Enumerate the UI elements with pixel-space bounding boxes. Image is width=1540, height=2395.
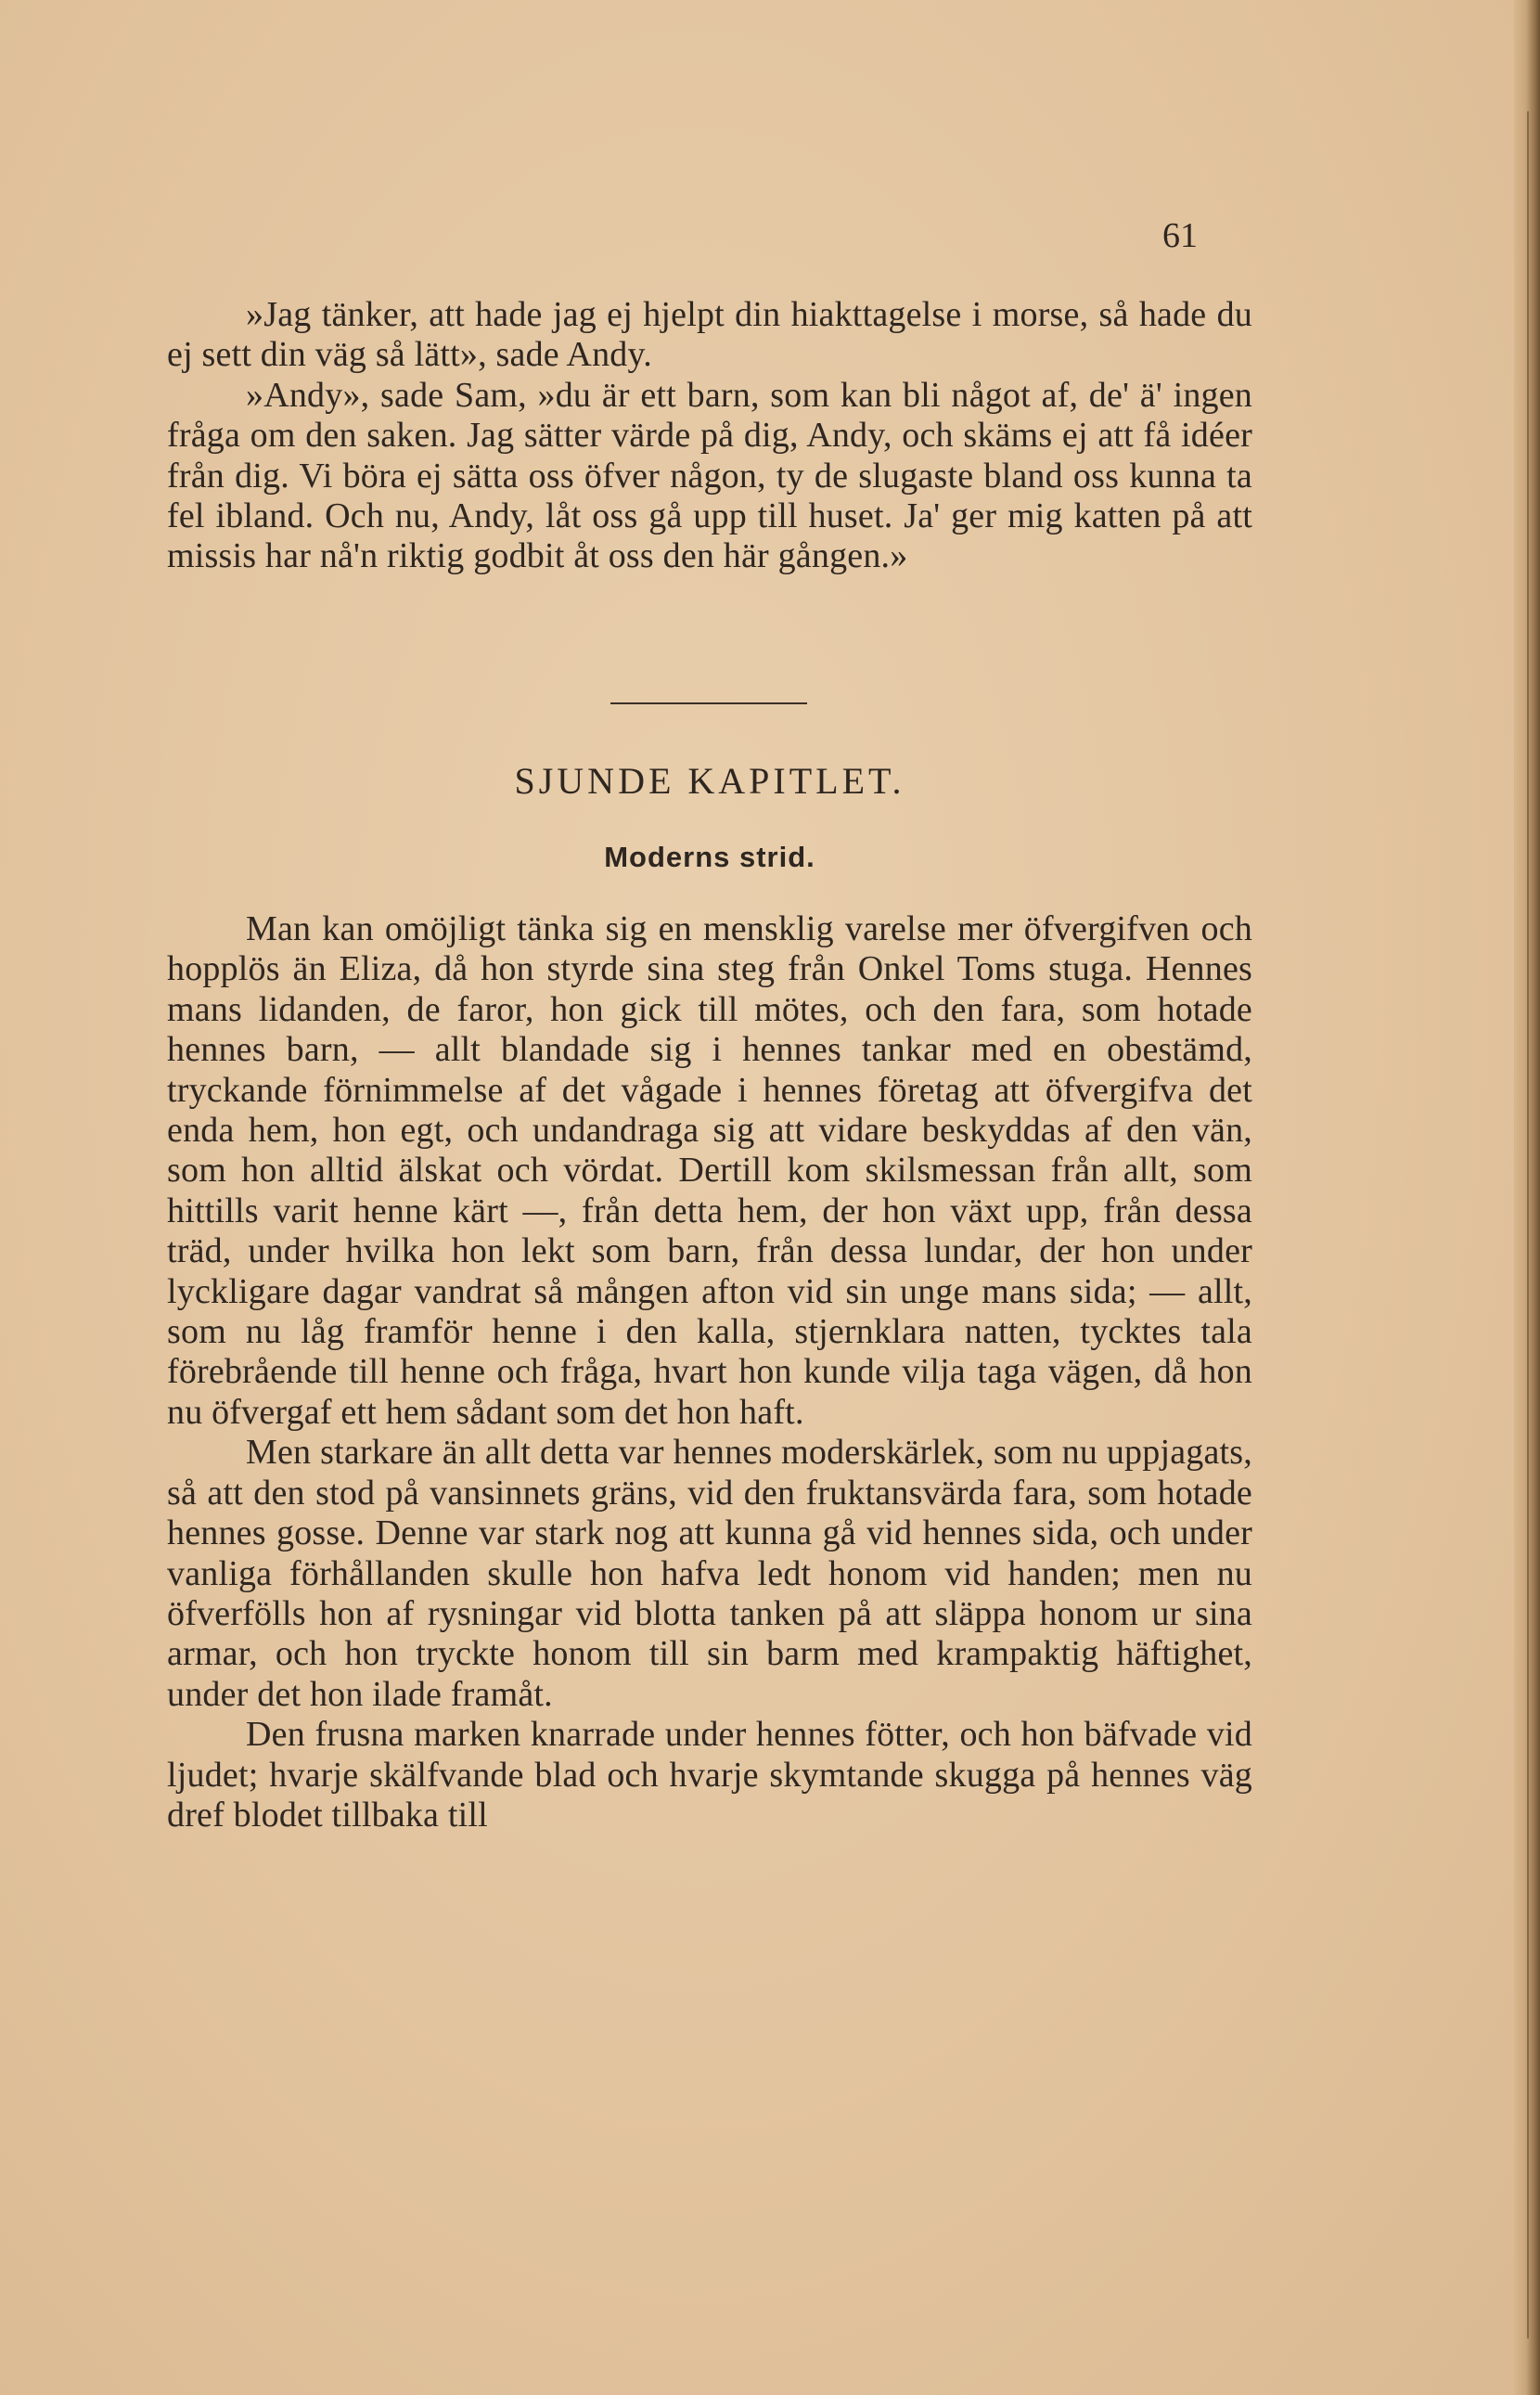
top-text-block [167, 295, 1252, 577]
paragraph-sam-reply: »Andy», sade Sam, »du är ett barn, som kan bli något af, de' ä' ingen fråga om den saken. Jag sätter värde på dig, Andy, och skäms ej att få idéer från dig. Vi böra ej sätta oss öfver någon, ty de slugaste bland oss kunna ta fel ibland. Och nu, Andy, låt oss gå upp till huset. Ja' ger mig katten på att missis har nå'n riktig godbit åt oss den här gången.» [167, 375, 1252, 576]
paragraph-mothers-love: Men starkare än allt detta var hennes moderskärlek, som nu uppjagats, så att den stod på vansinnets gräns, vid den fruktansvärda fara, som hotade hennes gosse. Denne var stark nog att kunna gå vid hennes sida, och under vanliga förhållanden skulle hon hafva ledt honom vid handen; men nu öfverfölls hon af rysningar vid blotta tanken på att släppa honom ur sina armar, och hon tryckte honom till sin barm med krampaktig häftighet, under det hon ilade framåt. [167, 1433, 1252, 1714]
paragraph-andy-quote: »Jag tänker, att hade jag ej hjelpt din hiakttagelse i morse, så hade du ej sett din väg så lätt», sade Andy. [167, 295, 1252, 375]
paragraph-frozen-ground: Den frusna marken knarrade under hennes fötter, och hon bäfvade vid ljudet; hvarje skälfvande blad och hvarje skymtande skugga på hennes väg dref blodet tillbaka till [167, 1715, 1252, 1835]
paragraph-eliza-departure: Man kan omöjligt tänka sig en mensklig varelse mer öfvergifven och hopplös än Eliza, då hon styrde sina steg från Onkel Toms stuga. Hennes mans lidanden, de faror, hon gick till mötes, och den fara, som hotade hennes barn, — allt blandade sig i hennes tankar med en obestämd, tryckande förnimmelse af det vågade i hennes företag att öfvergifva det enda hem, hon egt, och undandraga sig att vidare beskyddas af den vän, som hon alltid älskat och vördat. Dertill kom skilsmessan från allt, som hittills varit henne kärt —, från detta hem, der hon växt upp, från dessa träd, under hvilka hon lekt som barn, från dessa lundar, der hon under lyckligare dagar vandrat så mången afton vid sin unge mans sida; — allt, som nu låg framför henne i den kalla, stjernklara natten, tycktes tala förebrående till henne och fråga, hvart hon kunde vilja taga vägen, då hon nu öfvergaf ett hem sådant som det hon haft. [167, 909, 1252, 1432]
chapter-subtitle: Moderns strid. [604, 841, 815, 873]
chapter-text-block [167, 909, 1252, 1835]
section-divider [610, 702, 807, 704]
chapter-title: SJUNDE KAPITLET. [514, 760, 905, 802]
binding-line [1527, 111, 1529, 2338]
page-number: 61 [1162, 216, 1198, 255]
